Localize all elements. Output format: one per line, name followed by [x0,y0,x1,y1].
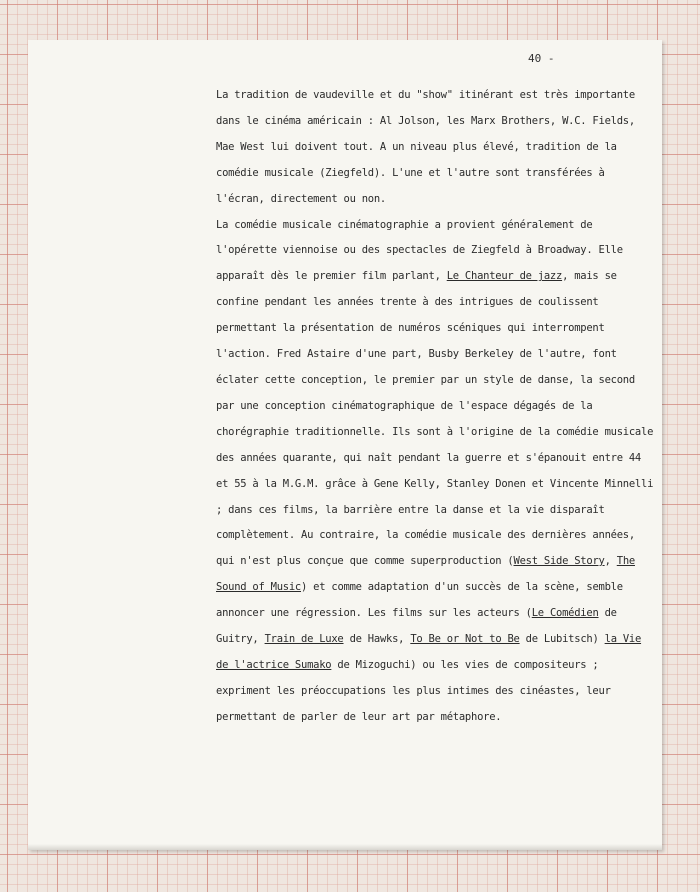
underlined-title: la Vie de l'actrice Sumako [216,633,642,671]
text-run: , [604,555,617,568]
text-run: de Guitry, [216,607,617,646]
text-run: ) et comme adaptation d'un succès de la scène, semble annoncer une régression. Les films sur les acteurs ( [216,581,623,620]
text-run: de Lubitsch) [519,633,605,646]
underlined-title: Le Chanteur de jazz [446,270,563,283]
page-number: 40 - [528,52,555,65]
underlined-title: To Be or Not to Be [410,633,520,646]
text-run: La comédie musicale cinématographie a provient généralement de l'opérette viennoise ou des spectacles de Ziegfeld à Broadway. Elle apparaît dès le premier film parlant, [216,218,623,283]
underlined-title: The Sound of Music [216,555,635,594]
text-run: de Mizoguchi) ou les vies de compositeurs ; expriment les préoccupations les plus intimes des cinéastes, leur permettant de parler de leur art par métaphore. [216,658,611,723]
paragraph [216,83,656,213]
body-text [216,83,656,731]
underlined-title: West Side Story [513,555,605,568]
typed-page [28,40,662,850]
underlined-title: Train de Luxe [264,633,344,646]
text-run: de Hawks, [343,633,411,646]
underlined-title: Le Comédien [531,607,599,620]
text-run: , mais se confine pendant les années trente à des intrigues de coulissent permettant la présentation de numéros scéniques qui interrompent l'action. Fred Astaire d'une part, Busby Berkeley de l'autre, font éclater cette conception, le premier par un style de danse, la second par une conception cinématographique de l'espace dégagés de la chorégraphie traditionnelle. Ils sont à l'origine de la comédie musicale des années quarante, qui naît pendant la guerre et s'épanouit entre 44 et 55 à la M.G.M. grâce à Gene Kelly, Stanley Donen et Vincente Minnelli ; dans ces films, la barrière entre la danse et la vie disparaît complètement. Au contraire, la comédie musicale des dernières années, qui n'est plus conçue que comme superproduction ( [216,270,654,568]
paragraph [216,213,656,731]
text-run: La tradition de vaudeville et du "show" itinérant est très importante dans le cinéma américain : Al Jolson, les Marx Brothers, W.C. Fields, Mae West lui doivent tout. A un niveau plus élevé, tradition de la comédie musicale (Ziegfeld). L'une et l'autre sont transférées à l'écran, directement ou non. [216,89,635,205]
